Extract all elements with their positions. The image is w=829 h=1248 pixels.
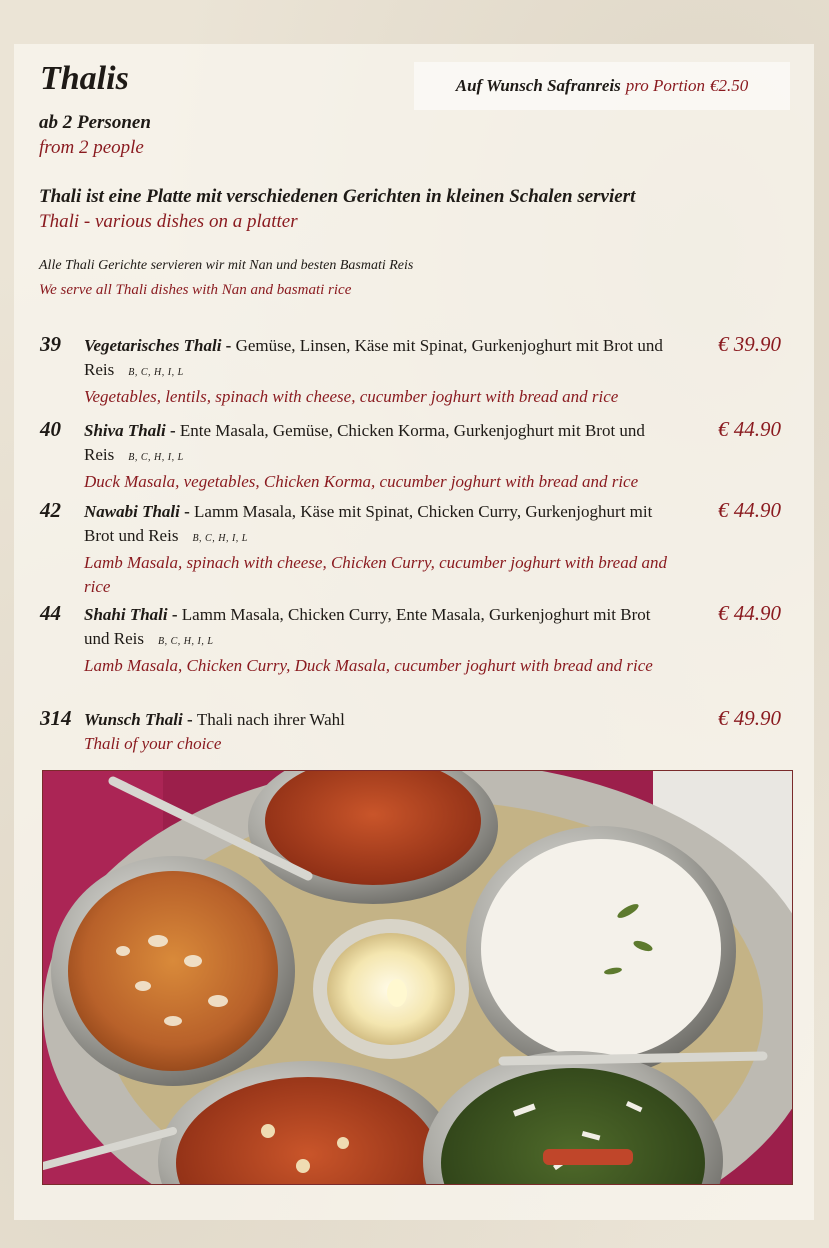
menu-item-39 — [40, 332, 785, 404]
thali-illustration — [43, 771, 793, 1185]
thali-photo — [42, 770, 793, 1185]
item-price: € 44.90 — [718, 417, 781, 441]
intro-desc-en: Thali - various dishes on a platter — [39, 211, 298, 232]
item-name: Shiva Thali — [84, 421, 166, 440]
saffron-label-de: Auf Wunsch Safranreis — [455, 76, 621, 95]
item-desc-de: Thali nach ihrer Wahl — [196, 710, 345, 729]
menu-item-314 — [40, 706, 785, 756]
item-number: 44 — [40, 601, 61, 625]
intro-desc-de: Thali ist eine Platte mit verschiedenen Gerichten in kleinen Schalen serviert — [39, 186, 636, 207]
item-price: € 44.90 — [718, 498, 781, 522]
item-desc-en: Lamb Masala, Chicken Curry, Duck Masala, cucumber joghurt with bread and rice — [84, 656, 653, 675]
item-desc-en: Duck Masala, vegetables, Chicken Korma, cucumber joghurt with bread and rice — [84, 472, 639, 491]
persons-en: from 2 people — [39, 137, 144, 158]
item-desc-en: Thali of your choice — [84, 734, 222, 753]
item-allergens: B, C, H, I, L — [128, 452, 184, 463]
item-number: 314 — [40, 706, 72, 730]
item-price: € 49.90 — [718, 706, 781, 730]
spoon-handle — [503, 1056, 763, 1061]
item-description: Wunsch Thali - Thali nach ihrer Wahl Thali of your choice — [84, 710, 345, 753]
menu-item-40 — [40, 417, 785, 489]
item-desc-de: Ente Masala, Gemüse, Chicken Korma, Gurkenjoghurt mit Brot und Reis — [84, 421, 645, 464]
item-number: 42 — [40, 498, 61, 522]
item-desc-de: Lamm Masala, Käse mit Spinat, Chicken Curry, Gurkenjoghurt mit Brot und Reis — [84, 502, 653, 545]
item-allergens: B, C, H, I, L — [157, 636, 214, 647]
item-desc-en: Lamb Masala, spinach with cheese, Chicken Curry, cucumber joghurt with bread and rice — [84, 553, 667, 596]
item-description: Shiva Thali - Ente Masala, Gemüse, Chicken Korma, Gurkenjoghurt mit Brot und Reis B, C, H, I, L Duck Masala, vegetables, Chicken Korma, cucumber joghurt with bread and rice — [84, 421, 645, 491]
item-name: Wunsch Thali — [84, 710, 183, 729]
item-name: Vegetarisches Thali — [84, 336, 222, 355]
item-desc-en: Vegetables, lentils, spinach with cheese, cucumber joghurt with bread and rice — [84, 387, 619, 406]
intro-note-de: Alle Thali Gerichte servieren wir mit Nan und besten Basmati Reis — [39, 258, 414, 273]
saffron-rice-note — [414, 62, 790, 110]
item-desc-de: Gemüse, Linsen, Käse mit Spinat, Gurkenjoghurt mit Brot und Reis — [84, 336, 663, 379]
item-description: Nawabi Thali - Lamm Masala, Käse mit Spinat, Chicken Curry, Gurkenjoghurt mit Brot und Reis B, C, H, I, L Lamb Masala, spinach with cheese, Chicken Curry, cucumber joghurt with bread and rice — [84, 502, 667, 596]
saffron-label-en: pro Portion — [625, 76, 705, 95]
item-description: Vegetarisches Thali - Gemüse, Linsen, Käse mit Spinat, Gurkenjoghurt mit Brot und Reis B, C, H, I, L Vegetables, lentils, spinach with cheese, cucumber joghurt with bread and rice — [84, 336, 663, 406]
item-allergens: B, C, H, I, L — [192, 533, 248, 544]
persons-de: ab 2 Personen — [39, 112, 151, 133]
item-number: 40 — [40, 417, 61, 441]
item-name: Shahi Thali — [84, 605, 168, 624]
item-price: € 39.90 — [718, 332, 781, 356]
intro-note-en: We serve all Thali dishes with Nan and basmati rice — [39, 282, 352, 298]
saffron-price: €2.50 — [709, 76, 749, 95]
item-name: Nawabi Thali — [84, 502, 180, 521]
item-price: € 44.90 — [718, 601, 781, 625]
item-number: 39 — [40, 332, 61, 356]
item-description: Shahi Thali - Lamm Masala, Chicken Curry, Ente Masala, Gurkenjoghurt mit Brot und Reis B, C, H, I, L Lamb Masala, Chicken Curry, Duck Masala, cucumber joghurt with bread and rice — [84, 605, 653, 675]
item-allergens: B, C, H, I, L — [128, 367, 184, 378]
page-title: Thalis — [40, 60, 129, 97]
menu-item-42 — [40, 498, 785, 594]
menu-item-44 — [40, 601, 785, 697]
item-desc-de: Lamm Masala, Chicken Curry, Ente Masala, Gurkenjoghurt mit Brot und Reis — [84, 605, 651, 648]
